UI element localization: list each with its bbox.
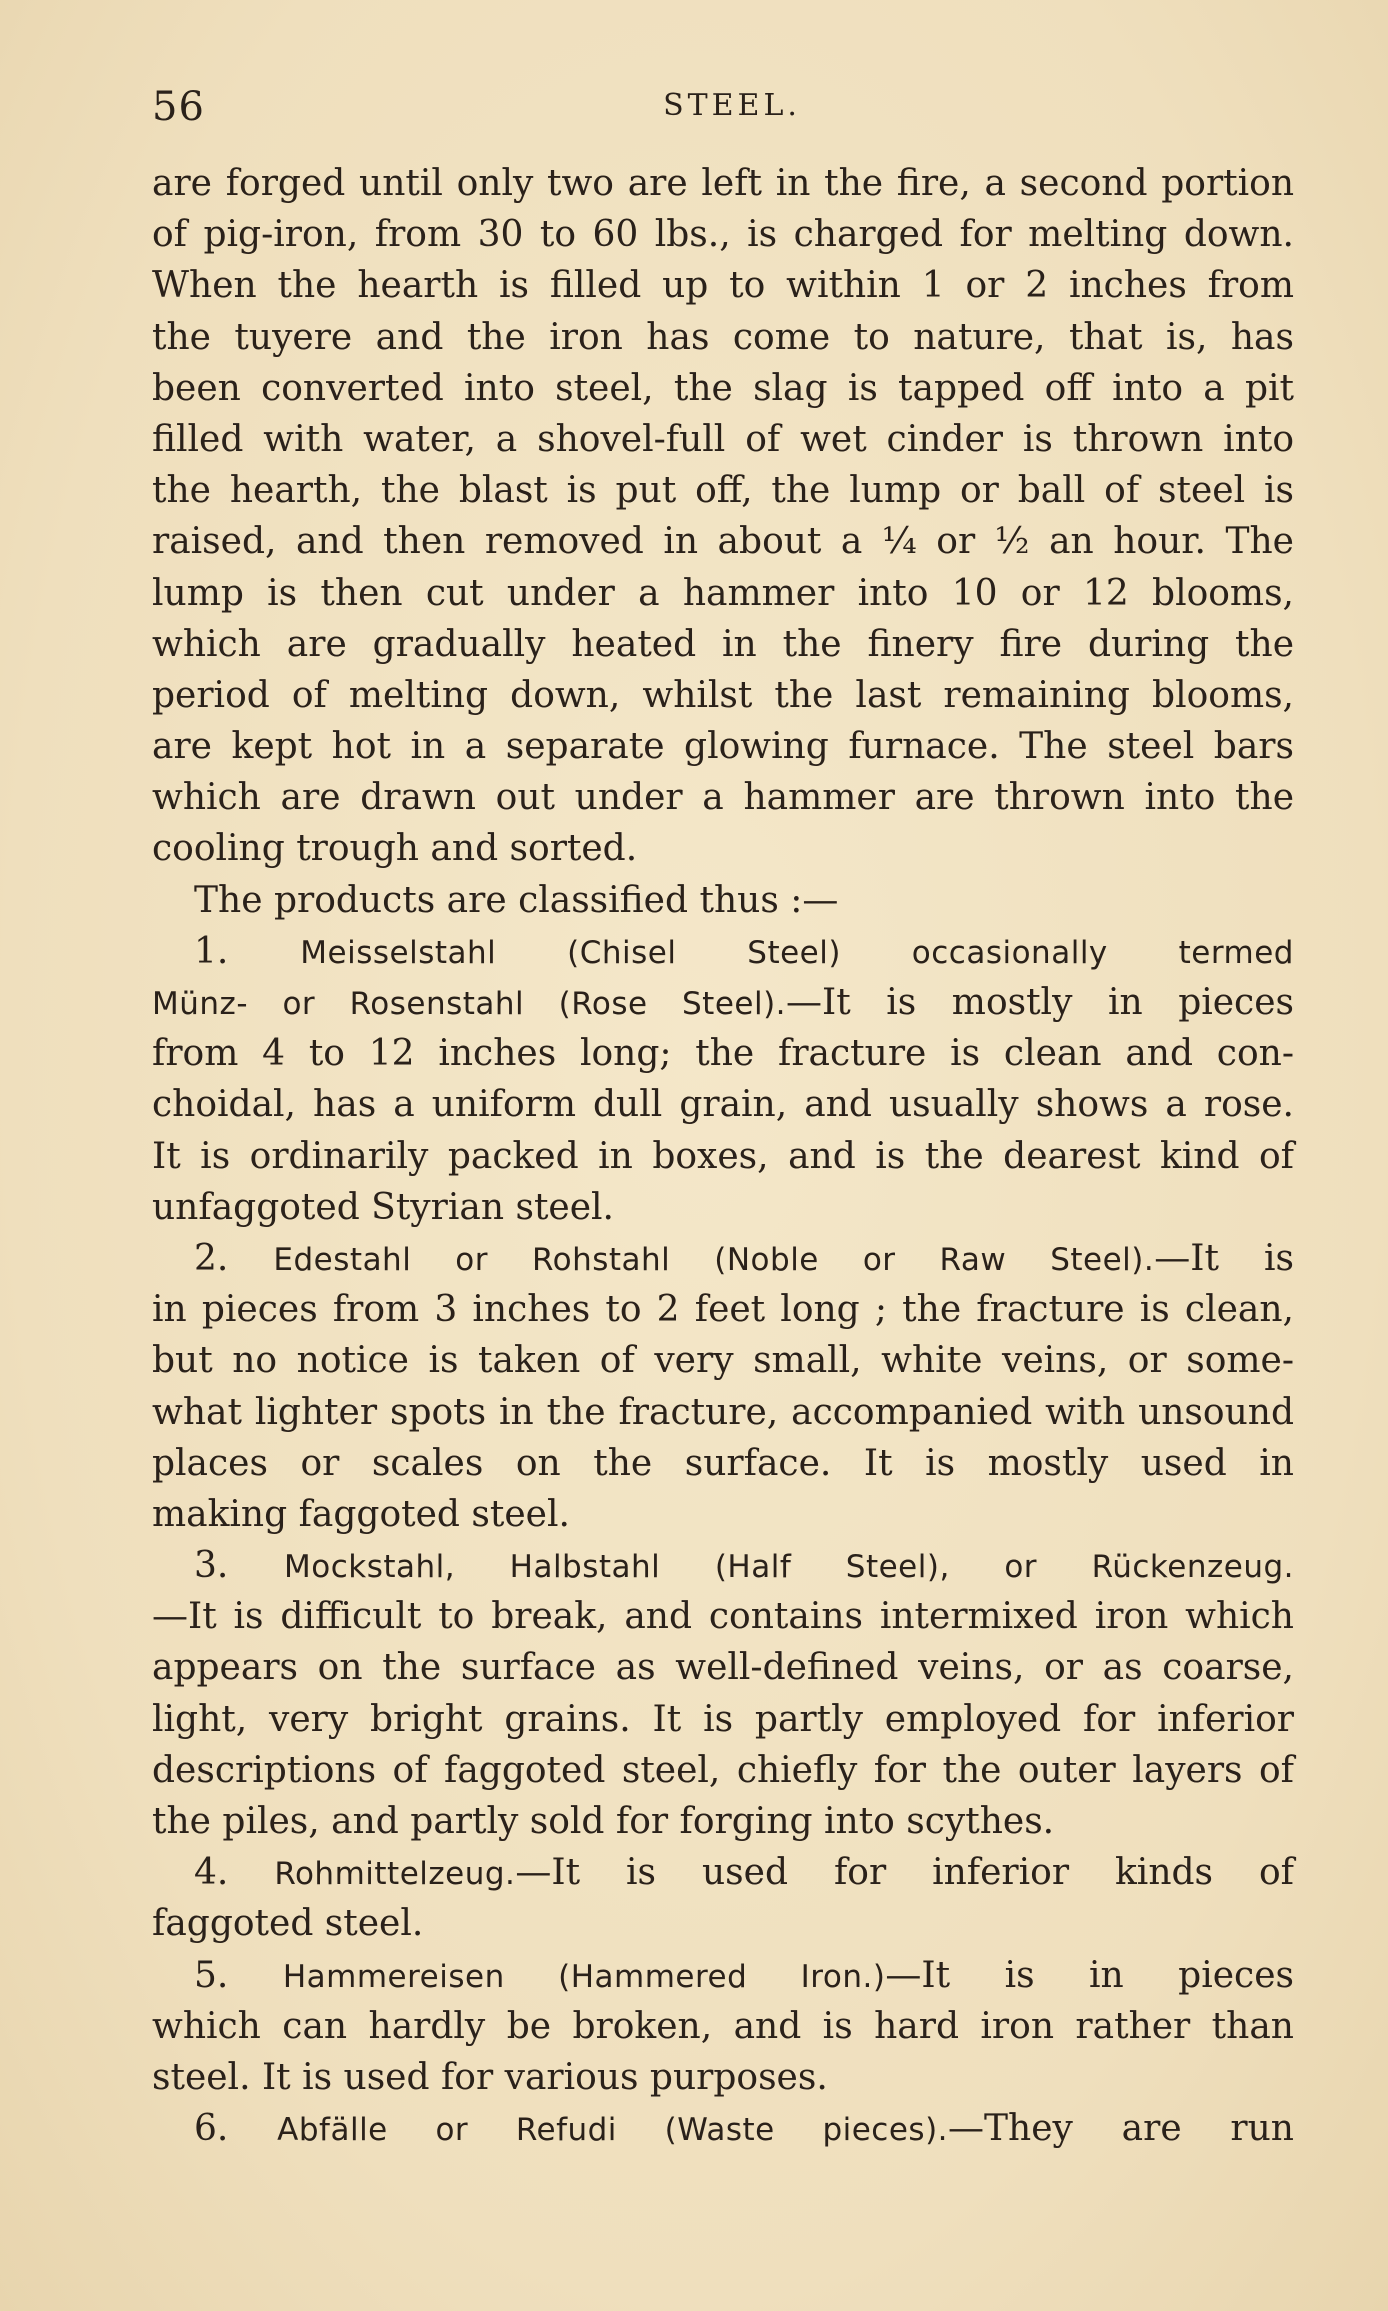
item-heading: Abfälle or Refudi (Waste pieces).	[277, 2112, 949, 2149]
text-line: choidal, has a uniform dull grain, and usually shows a rose.	[152, 1084, 1294, 1126]
text-line: descriptions of faggoted steel, chiefly for the outer layers of	[152, 1749, 1294, 1791]
text-line: period of melting down, whilst the last remaining blooms,	[152, 674, 1294, 716]
list-item-line	[152, 1847, 1294, 1898]
text-line: are forged until only two are left in the fire, a second portion	[152, 163, 1294, 204]
text-line: been converted into steel, the slag is tapped off into a pit	[152, 367, 1294, 409]
list-item-line	[152, 1950, 1294, 2001]
text-line: but no notice is taken of very small, white veins, or some-	[152, 1340, 1294, 1382]
text-line: in pieces from 3 inches to 2 feet long ; the fracture is clean,	[152, 1289, 1294, 1331]
text-line: unfaggoted Styrian steel.	[152, 1186, 614, 1228]
item-heading: Mockstahl, Halbstahl (Half Steel), or Rückenzeug.	[283, 1549, 1294, 1586]
text-line: are kept hot in a separate glowing furnace. The steel bars	[152, 726, 1294, 768]
item-heading: Rohmittelzeug.	[274, 1856, 516, 1893]
list-item-line	[152, 1233, 1294, 1284]
page-header	[152, 78, 1292, 138]
text-line: When the hearth is filled up to within 1 or 2 inches from	[152, 265, 1294, 307]
item-number: 5.	[194, 1954, 229, 1996]
text-line: the tuyere and the iron has come to nature, that is, has	[152, 316, 1294, 358]
body-text	[152, 158, 1294, 2154]
text-line: the hearth, the blast is put off, the lump or ball of steel is	[152, 470, 1294, 512]
item-text: —They are run	[948, 2108, 1294, 2150]
text-line: of pig-iron, from 30 to 60 lbs., is charged for melting down.	[152, 214, 1294, 256]
text-line: what lighter spots in the fracture, accompanied with unsound	[152, 1391, 1294, 1433]
item-number: 2.	[194, 1237, 229, 1279]
item-number: 3.	[194, 1545, 229, 1587]
text-line: faggoted steel.	[152, 1903, 424, 1945]
text-line: light, very bright grains. It is partly employed for inferior	[152, 1698, 1294, 1740]
list-item-line	[152, 926, 1294, 977]
text-line: which can hardly be broken, and is hard iron rather than	[152, 2005, 1294, 2047]
text-line: the piles, and partly sold for forging into scythes.	[152, 1801, 1055, 1842]
text-line: which are gradually heated in the finery fire during the	[152, 623, 1294, 665]
text-line: The products are classified thus :—	[194, 879, 839, 921]
item-heading-cont: Münz- or Rosenstahl (Rose Steel).	[152, 986, 787, 1022]
item-text: —It is mostly in pieces	[786, 982, 1294, 1023]
text-line: steel. It is used for various purposes.	[152, 2056, 828, 2098]
text-line: lump is then cut under a hammer into 10 or 12 blooms,	[152, 572, 1294, 614]
text-line: making faggoted steel.	[152, 1493, 570, 1535]
list-item-line	[152, 977, 1294, 1028]
running-head: STEEL.	[663, 88, 801, 123]
text-line: appears on the surface as well-defined veins, or as coarse,	[152, 1647, 1294, 1689]
text-line: raised, and then removed in about a ¼ or ½ an hour. The	[152, 521, 1294, 563]
text-line: —It is difficult to break, and contains intermixed iron which	[152, 1596, 1294, 1638]
list-item-line	[152, 2103, 1294, 2154]
text-line: cooling trough and sorted.	[152, 828, 638, 870]
text-line: from 4 to 12 inches long; the fracture is clean and con-	[152, 1033, 1294, 1075]
text-line: filled with water, a shovel-full of wet cinder is thrown into	[152, 418, 1294, 460]
item-number: 4.	[194, 1852, 229, 1894]
item-text: —It is used for inferior kinds of	[515, 1852, 1294, 1894]
item-heading: Meisselstahl (Chisel Steel) occasionally termed	[300, 934, 1294, 971]
item-number: 1.	[194, 930, 229, 972]
list-item-line	[152, 1540, 1294, 1591]
item-text: —It is in pieces	[885, 1954, 1294, 1996]
text-line: places or scales on the surface. It is mostly used in	[152, 1442, 1294, 1484]
item-heading: Edestahl or Rohstahl (Noble or Raw Steel).	[273, 1241, 1155, 1278]
text-line: which are drawn out under a hammer are thrown into the	[152, 777, 1294, 819]
text-line: It is ordinarily packed in boxes, and is the dearest kind of	[152, 1135, 1294, 1177]
item-number: 6.	[194, 2108, 229, 2150]
page-number: 56	[152, 84, 205, 130]
item-heading: Hammereisen (Hammered Iron.)	[282, 1958, 886, 1995]
item-text: —It is	[1154, 1237, 1294, 1279]
